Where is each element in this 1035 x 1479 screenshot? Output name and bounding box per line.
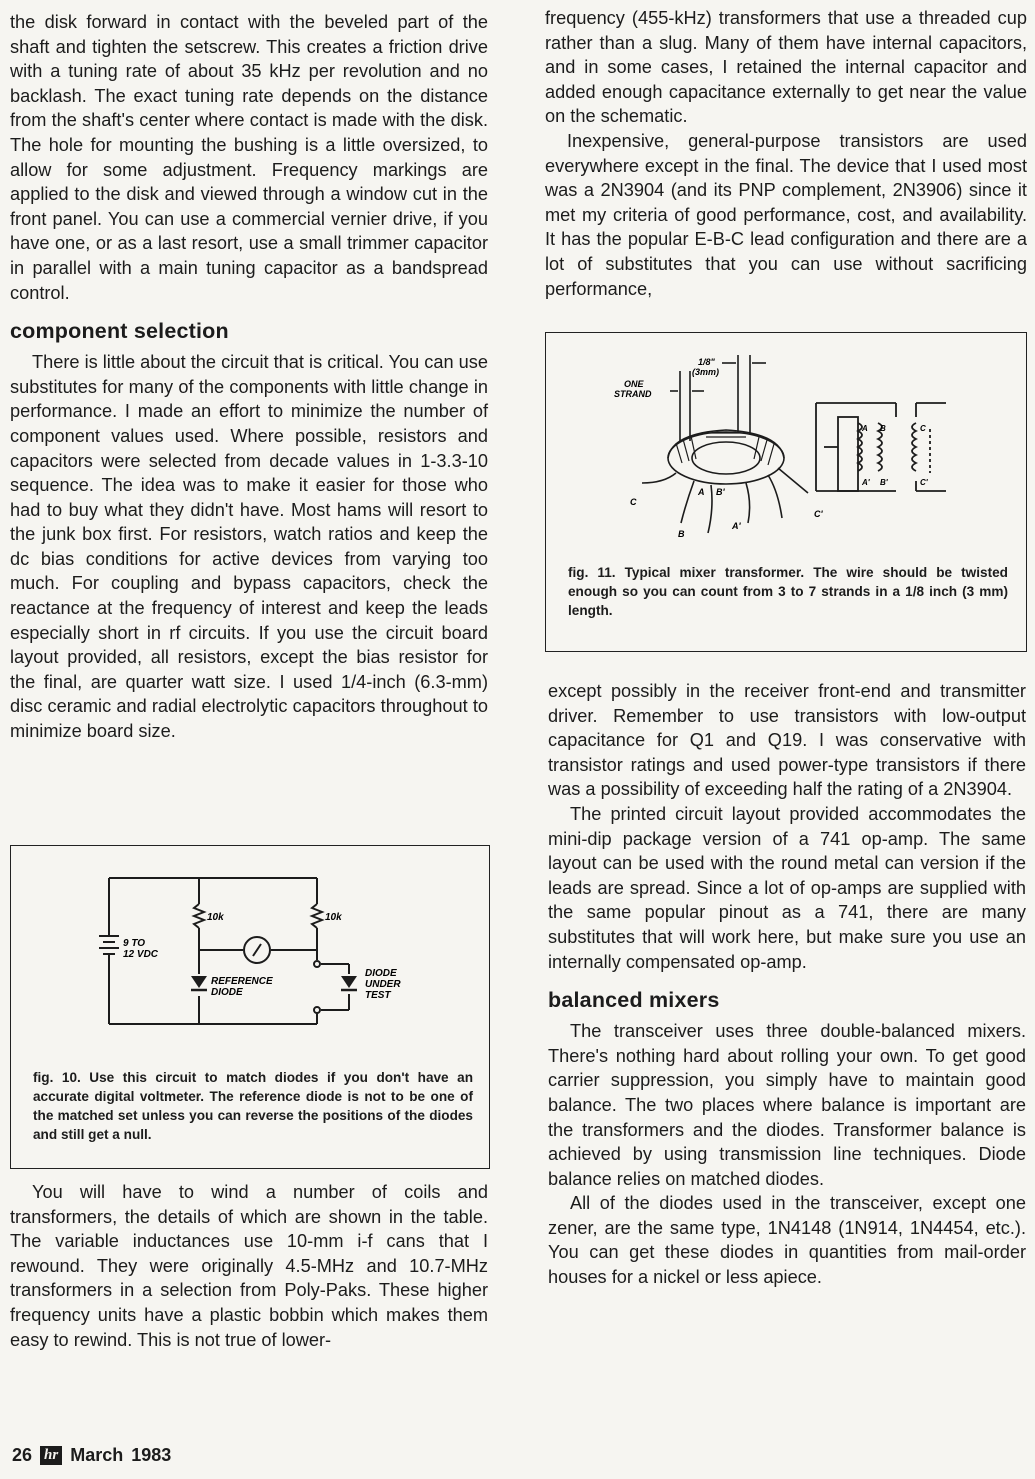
right-column-bottom: [548, 679, 1026, 1290]
figure-caption: fig. 11. Typical mixer transformer. The wire should be twisted enough so you can count from 3 to 7 strands in a 1/8 inch (3 mm) length.: [568, 565, 1008, 618]
strand-label: ONE: [624, 379, 644, 389]
dut-label: UNDER: [365, 979, 401, 990]
right-column-top: [545, 6, 1027, 301]
reference-diode-symbol: [191, 976, 207, 988]
body-paragraph: There is little about the circuit that is critical. You can use substitutes for many of the components with little change in performance. I made an effort to minimize the number of component values used. Where possible, resistors and capacitors were selected from decade values in 1-3.3-10 sequence. The idea was to make it easier for those who had to buy what they didn't have. Most hams will resort to the junk box first. For resistors, watch ratios and keep the dc bias conditions for active devices from varying too much. For coupling and bypass capacitors, check the reactance at the frequency of interest and keep the leads especially short in rf circuits. If you use the circuit board layout provided, all resistors, except the bias resistor for the final, are quarter watt size. I used 1/4-inch (6.3-mm) disc ceramic and radial electrolytic capacitors throughout to minimize board size.: [10, 352, 488, 742]
body-paragraph: Inexpensive, general-purpose transistors are used everywhere except in the final. The device that I used most was a 2N3904 (and its PNP complement, 2N3906) since it met my criteria of good performance, cost, and availability. It has the popular E-B-C lead configuration and there are a lot of substitutes that you can use without sacrificing performance,: [545, 130, 1027, 299]
terminal-label: A: [698, 487, 705, 497]
terminal-label: A: [862, 424, 868, 433]
body-paragraph: the disk forward in contact with the beveled part of the shaft and tighten the setscrew. This creates a friction drive with a tuning rate of about 35 kHz per revolution and no backlash. The exact tuning rate depends on the distance from the shaft's center where contact is made with the disk. The hole for mounting the bushing is a little oversized, to allow for some adjustment. Frequency markings are applied to the disk and viewed through a window cut in the front panel. You can use a commercial vernier drive, if you have one, or as a last resort, use a small trimmer capacitor in parallel with a main tuning capacitor as a bandspread control.: [10, 12, 488, 303]
circuit-schematic: [11, 846, 489, 1066]
resistor-label: 10k: [325, 912, 342, 923]
transformer-drawing: [546, 333, 1026, 558]
terminal-label: C: [630, 497, 637, 507]
terminal-label: A': [862, 478, 870, 487]
section-heading-component-selection: component selection: [10, 319, 229, 344]
body-paragraph: The transceiver uses three double-balanced mixers. There's nothing hard about rolling your own. To get good carrier suppression, you simply have to maintain good balance. The two places where balance is important are the transformers and the diodes. Transformer balance is achieved by using transmission line techniques. Diode balance relies on matched diodes.: [548, 1021, 1026, 1189]
section-heading-balanced-mixers: balanced mixers: [548, 988, 720, 1013]
battery-label: 9 TO: [123, 938, 146, 949]
left-column-bottom: [10, 1180, 488, 1352]
test-diode-symbol: [341, 976, 357, 988]
dimension-label: 1/8": [698, 357, 715, 367]
page-footer: [12, 1445, 171, 1466]
terminal-label: C': [814, 509, 823, 519]
reference-diode-label: REFERENCE: [211, 976, 273, 987]
issue-year: 1983: [131, 1445, 172, 1465]
body-paragraph: The printed circuit layout provided accommodates the mini-dip package version of a 741 op-amp. The same layout can be used with the round metal can version if the leads are spread. Since a lot of op-amps are supplied with the same popular pinout as a 741, there are many substitutes that will work here, but make sure you use an internally compensated op-amp.: [548, 803, 1026, 972]
dimension-label: (3mm): [692, 367, 720, 377]
resistor-label: 10k: [207, 912, 224, 923]
page-number: 26: [12, 1445, 33, 1465]
figure-10-diode-matching-circuit: [10, 845, 490, 1169]
body-paragraph: except possibly in the receiver front-end and transmitter driver. Remember to use transistors with low-output capacitance for Q1 and Q19. I was conservative with transistor ratings and used power-type transistors if there was a possibility of exceeding half the rating of a 2N3904.: [548, 681, 1026, 800]
reference-diode-label: DIODE: [211, 987, 243, 998]
dut-label: TEST: [365, 990, 391, 1001]
figure-caption: fig. 10. Use this circuit to match diodes if you don't have an accurate digital voltmeter. The reference diode is not to be one of the matched set unless you can reverse the positions of the diodes and still get a null.: [33, 1070, 473, 1142]
strand-label: STRAND: [614, 389, 652, 399]
issue-month: March: [70, 1445, 124, 1465]
terminal-label: B': [716, 487, 725, 497]
left-column-top: [10, 10, 488, 744]
body-paragraph: frequency (455-kHz) transformers that use a threaded cup rather than a slug. Many of them have internal capacitors, and in some cases, I retained the internal capacitor and added enough capacitance externally to get near the value on the schematic.: [545, 8, 1027, 127]
figure-11-mixer-transformer: [545, 332, 1027, 652]
body-paragraph: You will have to wind a number of coils and transformers, the details of which are shown in the table. The variable inductances use 10-mm i-f cans that I rewound. They were originally 4.5-MHz and 10.7-MHz transformers in a selection from Poly-Paks. These higher frequency units have a plastic bobbin which makes them easy to rewind. This is not true of lower-: [10, 1182, 488, 1350]
terminal-label: B: [678, 529, 685, 539]
terminal-label: A': [732, 521, 741, 531]
terminal-label: B: [880, 424, 886, 433]
battery-label: 12 VDC: [123, 949, 159, 960]
terminal-label: C': [920, 478, 928, 487]
magazine-logo: hr: [40, 1446, 62, 1465]
terminal-label: C: [920, 424, 926, 433]
terminal-label: B': [880, 478, 888, 487]
body-paragraph: All of the diodes used in the transceiver, except one zener, are the same type, 1N4148 (1N914, 1N4454, etc.). You can get these diodes in quantities from mail-order houses for a nickel or less apiece.: [548, 1193, 1026, 1288]
dut-label: DIODE: [365, 968, 397, 979]
